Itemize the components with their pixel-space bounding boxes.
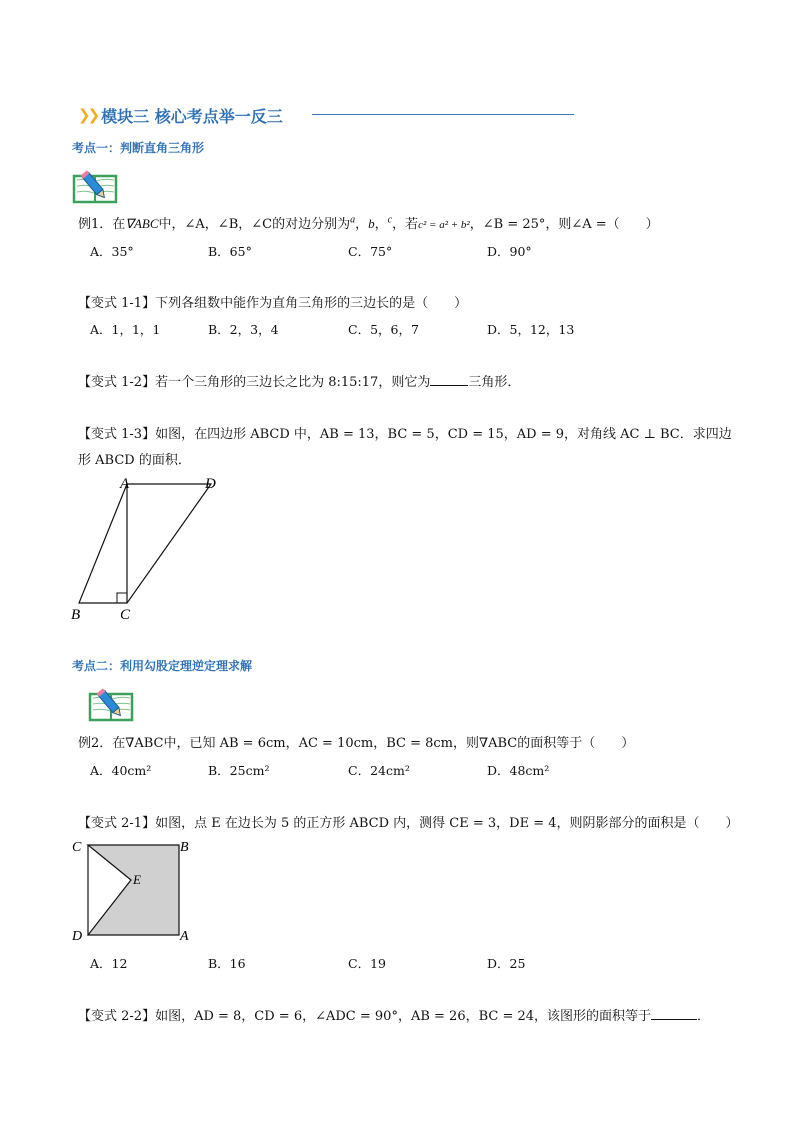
example-1-option-b[interactable]: B．65° (208, 244, 252, 259)
example-2-option-b[interactable]: B．25cm² (208, 763, 270, 778)
example-2-question: 例2．在∇ABC中，已知 AB = 6cm，AC = 10cm，BC = 8cm，则∇ABC的面积等于（ ） (78, 736, 635, 751)
variant-2-1-option-a[interactable]: A．12 (90, 956, 128, 971)
quadrilateral-abcd-figure (66, 474, 236, 624)
variant-1-1-option-a[interactable]: A．1，1，1 (90, 322, 161, 337)
chevron-icon: ❯❯ (78, 106, 98, 124)
example-2-option-c[interactable]: C．24cm² (348, 763, 410, 778)
variant-1-3-question-line2: 形 ABCD 的面积． (78, 453, 191, 468)
answer-blank[interactable] (430, 373, 468, 386)
variant-1-1-question: 【变式 1-1】下列各组数中能作为直角三角形的三边长的是（ ） (78, 296, 468, 311)
variant-1-1-option-d[interactable]: D．5，12，13 (487, 322, 575, 337)
keypoint-1-title: 考点一：判断直角三角形 (72, 141, 205, 155)
example-1-option-d[interactable]: D．90° (487, 244, 532, 259)
label-c: C (72, 840, 82, 855)
label-d: D (205, 476, 216, 492)
variant-2-1-option-c[interactable]: C．19 (348, 956, 386, 971)
book-pencil-icon (72, 166, 118, 204)
example-2-option-a[interactable]: A．40cm² (90, 763, 152, 778)
variant-1-1-option-c[interactable]: C．5，6，7 (348, 322, 419, 337)
label-a: A (120, 476, 130, 492)
section-title: 模块三 核心考点举一反三 (101, 106, 283, 126)
section-header (78, 102, 283, 128)
variant-2-1-option-d[interactable]: D．25 (487, 956, 526, 971)
example-1-option-a[interactable]: A．35° (90, 244, 134, 259)
label-d: D (72, 929, 83, 944)
label-a: A (180, 929, 189, 944)
example-2-option-d[interactable]: D．48cm² (487, 763, 550, 778)
book-pencil-icon (88, 684, 134, 722)
label-b: B (180, 840, 189, 855)
variant-1-2-question: 【变式 1-2】若一个三角形的三边长之比为 8:15:17，则它为 三角形． (78, 375, 521, 390)
variant-2-1-question: 【变式 2-1】如图，点 E 在边长为 5 的正方形 ABCD 内，测得 CE = 3，DE = 4，则阴影部分的面积是（ ） (78, 816, 739, 831)
variant-2-2-question: 【变式 2-2】如图，AD = 8，CD = 6，∠ADC = 90°，AB = 26，BC = 24，该图形的面积等于 ． (78, 1009, 711, 1024)
label-b: B (71, 607, 81, 623)
example-1-question: 例1．在∇ABC中，∠A，∠B，∠C的对边分别为$^a$，b，$^c$，若c² = a² + b²，∠B = 25°，则∠A =（ ） (78, 214, 659, 232)
example-1-option-c[interactable]: C．75° (348, 244, 393, 259)
variant-2-1-option-b[interactable]: B．16 (208, 956, 246, 971)
label-c: C (120, 607, 131, 623)
label-e: E (133, 872, 141, 887)
answer-blank[interactable] (651, 1007, 697, 1020)
square-abcd-figure (66, 836, 196, 946)
variant-1-3-question-line1: 【变式 1-3】如图，在四边形 ABCD 中，AB = 13，BC = 5，CD = 15，AD = 9，对角线 AC ⊥ BC．求四边 (78, 427, 732, 442)
variant-1-1-option-b[interactable]: B．2，3，4 (208, 322, 279, 337)
section-divider (312, 114, 574, 115)
keypoint-2-title: 考点二：利用勾股定理逆定理求解 (72, 659, 253, 673)
